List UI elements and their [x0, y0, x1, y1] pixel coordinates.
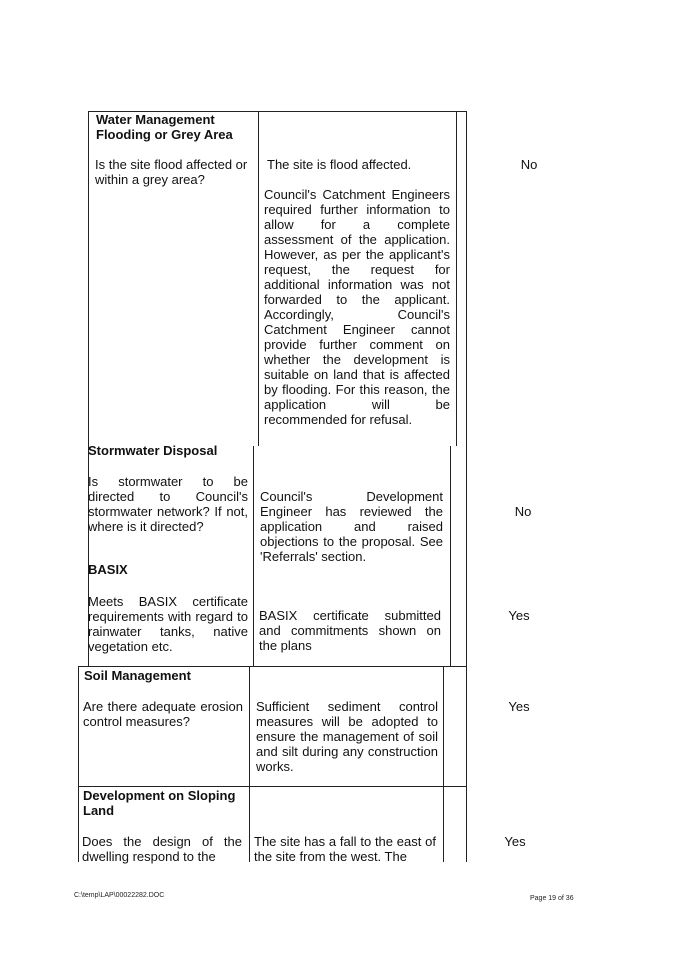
- column-divider-2c: [443, 666, 444, 862]
- row-divider-sloping: [78, 786, 466, 787]
- basix-question: Meets BASIX certificate requirements with regard to rainwater tanks, native vegetation etc.: [88, 594, 248, 654]
- soil-comment: Sufficient sediment control measures will be adopted to ensure the management of soil and silt during any construction works.: [256, 699, 438, 774]
- sloping-question: Does the design of the dwelling respond to the: [82, 834, 242, 864]
- basix-comment: BASIX certificate submitted and commitments shown on the plans: [259, 608, 441, 653]
- basix-heading: BASIX: [88, 562, 128, 577]
- basix-complies: Yes: [508, 608, 530, 623]
- column-divider-1b: [253, 446, 254, 666]
- table-left-border-lower: [78, 666, 79, 862]
- column-divider-1c: [249, 666, 250, 862]
- stormwater-heading: Stormwater Disposal: [88, 443, 218, 458]
- table-left-border-upper: [88, 111, 89, 666]
- stormwater-complies: No: [514, 504, 532, 519]
- sloping-heading: Development on Sloping Land: [83, 788, 236, 818]
- column-divider-2a: [456, 111, 457, 446]
- row-divider-soil: [78, 666, 466, 667]
- sloping-complies: Yes: [504, 834, 526, 849]
- stormwater-question: Is stormwater to be directed to Council's stormwater network? If not, where is it directed?: [88, 474, 248, 534]
- water-comment-1: The site is flood affected.: [267, 157, 412, 172]
- water-heading: Water Management Flooding or Grey Area: [96, 112, 233, 142]
- footer-file-path: C:\temp\LAP\00022282.DOC: [74, 892, 165, 899]
- soil-complies: Yes: [508, 699, 530, 714]
- water-question: Is the site flood affected or within a grey area?: [95, 157, 248, 187]
- table-right-border: [466, 111, 467, 862]
- footer-page-number: Page 19 of 36: [530, 895, 574, 902]
- soil-question: Are there adequate erosion control measures?: [83, 699, 243, 729]
- soil-heading: Soil Management: [84, 668, 191, 683]
- water-complies: No: [520, 157, 538, 172]
- column-divider-2b: [450, 446, 451, 666]
- water-comment-2: Council's Catchment Engineers required further information to allow for a complete assessment of the application. However, as per the applicant's request, the request for additional information was not forwarded to the applicant. Accordingly, Council's Catchment Engineer cannot provide further comment on whether the development is suitable on land that is affected by flooding. For this reason, the application will be recommended for refusal.: [264, 187, 450, 427]
- column-divider-1a: [258, 111, 259, 446]
- sloping-comment: The site has a fall to the east of the site from the west. The: [254, 834, 436, 864]
- stormwater-comment: Council's Development Engineer has reviewed the application and raised objections to the proposal. See 'Referrals' section.: [260, 489, 443, 564]
